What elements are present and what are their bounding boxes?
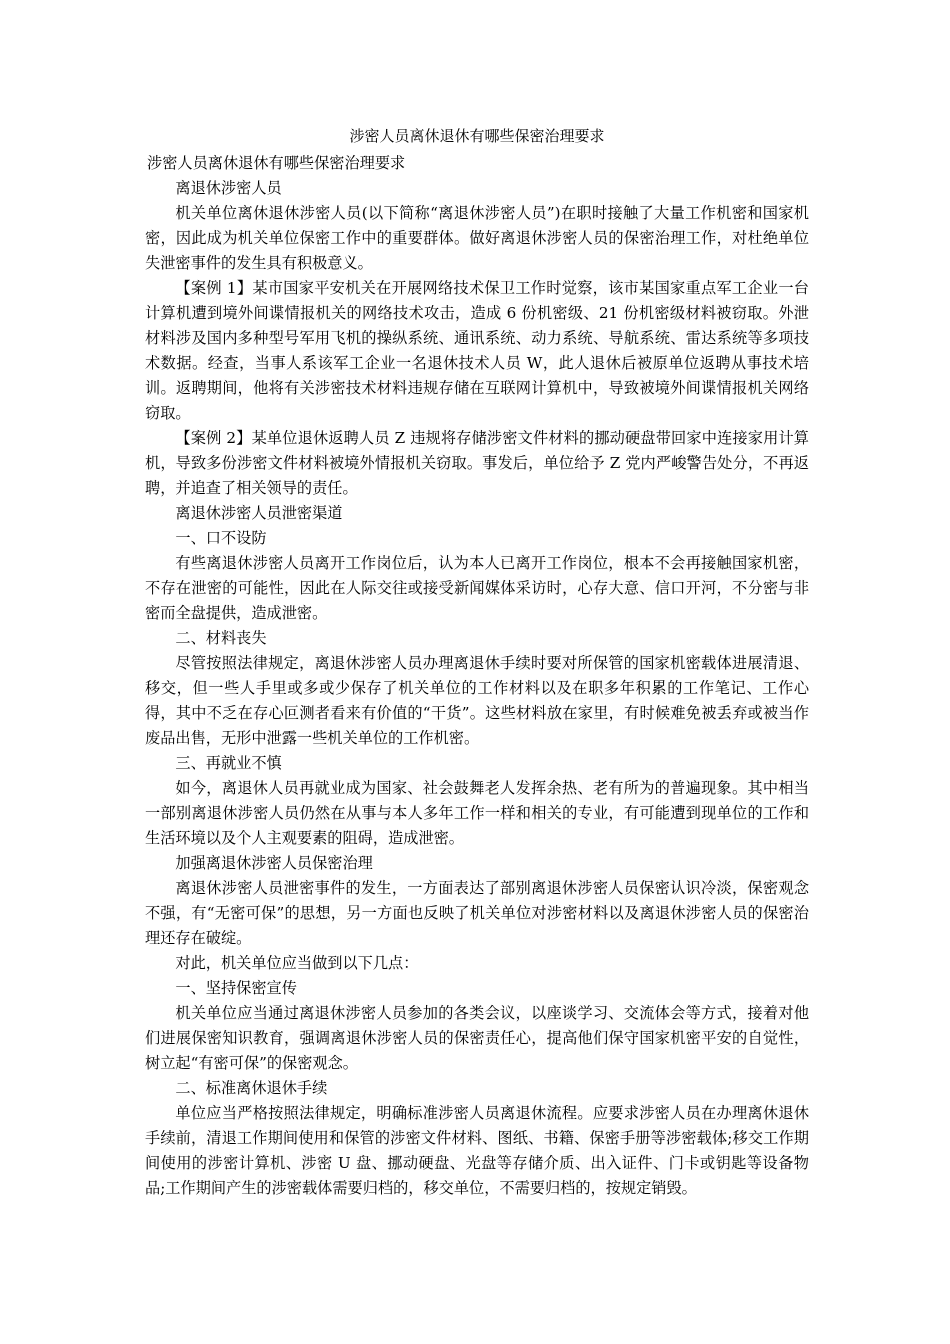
paragraph: 单位应当严格按照法律规定，明确标准涉密人员离退休流程。应要求涉密人员在办理离休退休手续前，清退工作期间使用和保管的涉密文件材料、图纸、书籍、保密手册等涉密载体;移交工作期间使用的涉密计算机、涉密 U 盘、挪动硬盘、光盘等存储介质、出入证件、门卡或钥匙等设备物品;工作期间产生的涉密载体需要归档的，移交单位，不需要归档的，按规定销毁。 <box>145 1104 809 1197</box>
paragraph: 尽管按照法律规定，离退休涉密人员办理离退休手续时要对所保管的国家机密载体进展清退、移交，但一些人手里或多或少保存了机关单位的工作材料以及在职多年积累的工作笔记、工作心得，其中不乏在存心叵测者看来有价值的“干货”。这些材料放在家里，有时候难免被丢弃或被当作废品出售，无形中泄露一些机关单位的工作机密。 <box>145 654 809 747</box>
paragraph: 机关单位应当通过离退休涉密人员参加的各类会议，以座谈学习、交流体会等方式，接着对他们进展保密知识教育，强调离退休涉密人员的保密责任心，提高他们保守国家机密平安的自觉性，树立起“有密可保”的保密观念。 <box>145 1004 809 1072</box>
subheading: 二、标准离休退休手续 <box>175 1079 328 1097</box>
document-title: 涉密人员离休退休有哪些保密治理要求 <box>349 127 605 145</box>
paragraph: 有些离退休涉密人员离开工作岗位后，认为本人已离开工作岗位，根本不会再接触国家机密，不存在泄密的可能性，因此在人际交往或接受新闻媒体采访时，心存大意、信口开河，不分密与非密而全盘提供，造成泄密。 <box>145 554 809 622</box>
paragraph-case-1: 【案例 1】某市国家平安机关在开展网络技术保卫工作时觉察，该市某国家重点军工企业一台计算机遭到境外间谍情报机关的网络技术攻击，造成 6 份机密级、21 份机密级材料被窃取。外泄材料涉及国内多种型号军用飞机的操纵系统、通讯系统、动力系统、导航系统、雷达系统等多项技术数据。经查，当事人系该军工企业一名退休技术人员 W，此人退休后被原单位返聘从事技术培训。返聘期间，他将有关涉密技术材料违规存储在互联网计算机中，导致被境外间谍情报机关网络窃取。 <box>145 279 809 422</box>
document-subtitle: 涉密人员离休退休有哪些保密治理要求 <box>147 154 406 172</box>
paragraph: 对此，机关单位应当做到以下几点： <box>175 954 419 972</box>
subheading: 一、坚持保密宣传 <box>175 979 297 997</box>
paragraph: 如今，离退休人员再就业成为国家、社会鼓舞老人发挥余热、老有所为的普遍现象。其中相当一部别离退休涉密人员仍然在从事与本人多年工作一样和相关的专业，有可能遭到现单位的工作和生活环境以及个人主观要素的阻碍，造成泄密。 <box>145 779 809 847</box>
subheading: 二、材料丧失 <box>175 629 267 647</box>
document-page <box>145 124 809 1201</box>
section-heading: 离退休涉密人员 <box>175 179 282 197</box>
subheading: 一、口不设防 <box>175 529 267 547</box>
paragraph: 机关单位离休退休涉密人员(以下简称“离退休涉密人员”)在职时接触了大量工作机密和国家机密，因此成为机关单位保密工作中的重要群体。做好离退休涉密人员的保密治理工作，对杜绝单位失泄密事件的发生具有积极意义。 <box>145 204 809 272</box>
paragraph: 离退休涉密人员泄密事件的发生，一方面表达了部别离退休涉密人员保密认识冷淡，保密观念不强，有“无密可保”的思想，另一方面也反映了机关单位对涉密材料以及离退休涉密人员的保密治理还存在破绽。 <box>145 879 809 947</box>
subheading: 三、再就业不慎 <box>175 754 282 772</box>
section-heading: 加强离退休涉密人员保密治理 <box>175 854 373 872</box>
section-heading: 离退休涉密人员泄密渠道 <box>175 504 343 522</box>
paragraph-case-2: 【案例 2】某单位退休返聘人员 Z 违规将存储涉密文件材料的挪动硬盘带回家中连接家用计算机，导致多份涉密文件材料被境外情报机关窃取。事发后，单位给予 Z 党内严峻警告处分，不再返聘，并追查了相关领导的责任。 <box>145 429 809 497</box>
